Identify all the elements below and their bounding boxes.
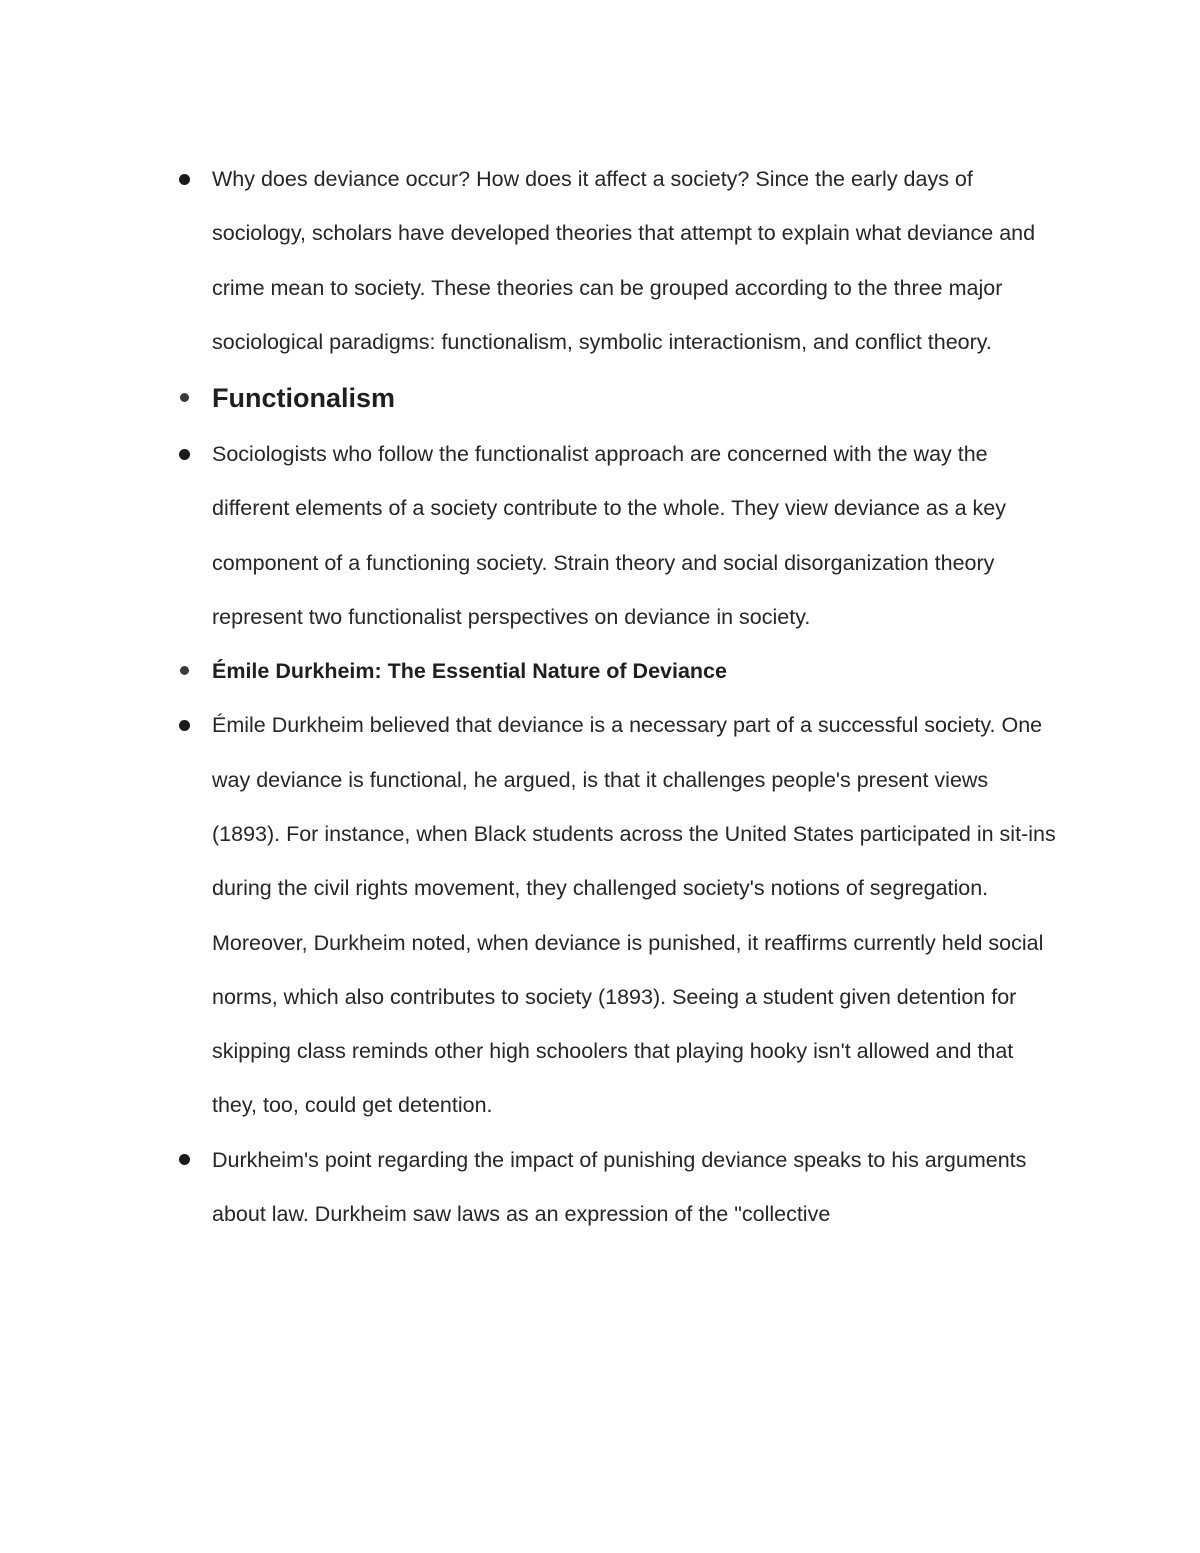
list-item-heading-functionalism	[0, 369, 1062, 427]
bullet-icon	[179, 174, 190, 185]
list-item-intro	[0, 152, 1062, 369]
bullet-icon	[179, 1154, 190, 1165]
list-item-heading-durkheim	[0, 644, 1062, 698]
subsection-heading: Émile Durkheim: The Essential Nature of Deviance	[212, 659, 727, 684]
paragraph-text: Why does deviance occur? How does it affect a society? Since the early days of sociology, scholars have developed theories that attempt to explain what deviance and crime mean to society. These theories can be grouped according to the three major sociological paradigms: functionalism, symbolic interactionism, and conflict theory.	[212, 167, 1036, 354]
bullet-list	[0, 152, 1200, 1241]
paragraph-text: Durkheim's point regarding the impact of punishing deviance speaks to his arguments about law. Durkheim saw laws as an expression of the "collective	[212, 1147, 1027, 1227]
bullet-icon	[180, 393, 189, 402]
paragraph-text: Émile Durkheim believed that deviance is a necessary part of a successful society. One way deviance is functional, he argued, is that it challenges people's present views (1893). For instance, when Black students across the United States participated in sit-ins during the civil rights movement, they challenged society's notions of segregation. Moreover, Durkheim noted, when deviance is punished, it reaffirms currently held social norms, which also contributes to society (1893). Seeing a student given detention for skipping class reminds other high schoolers that playing hooky isn't allowed and that they, too, could get detention.	[212, 713, 1056, 1118]
list-item-functionalist-approach	[0, 427, 1062, 644]
section-heading: Functionalism	[212, 383, 396, 414]
bullet-icon	[179, 449, 190, 460]
list-item-durkheim-law	[0, 1133, 1062, 1242]
bullet-icon	[180, 666, 189, 675]
bullet-icon	[179, 720, 190, 731]
paragraph-text: Sociologists who follow the functionalist approach are concerned with the way the different elements of a society contribute to the whole. They view deviance as a key component of a functioning society. Strain theory and social disorganization theory represent two functionalist perspectives on deviance in society.	[212, 442, 1006, 630]
list-item-durkheim-deviance	[0, 698, 1062, 1132]
